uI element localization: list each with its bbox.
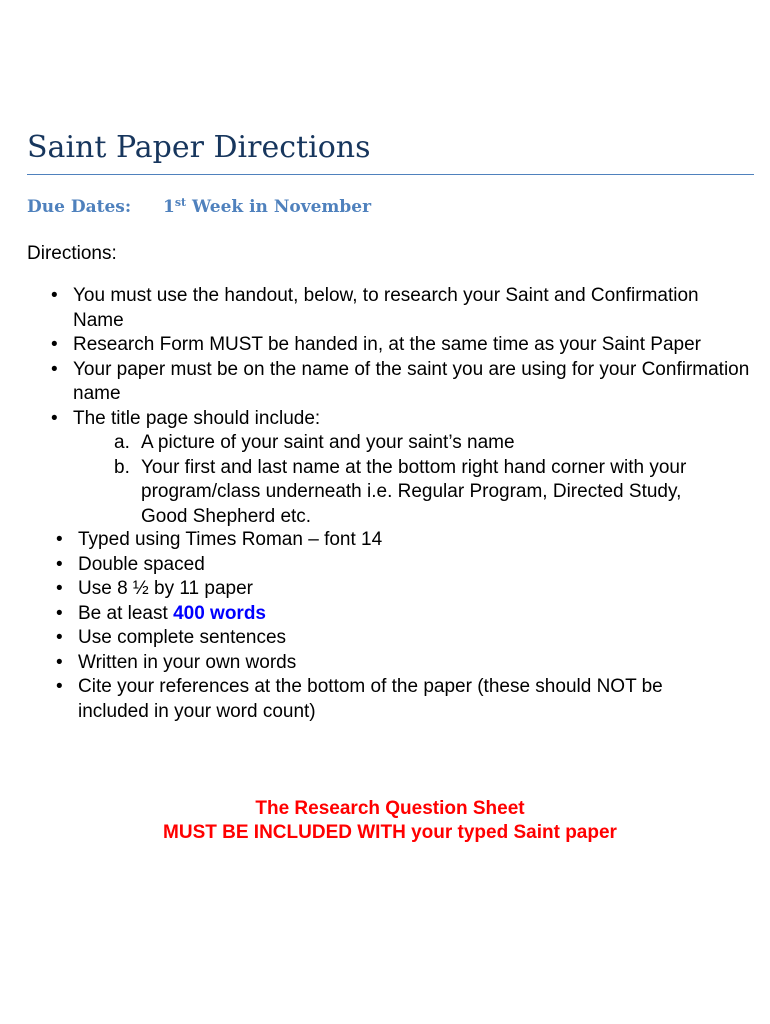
directions-label: Directions:	[27, 243, 117, 264]
title-page-sublist	[114, 431, 714, 529]
bullet-icon: •	[56, 627, 63, 648]
footer-notice	[0, 797, 770, 845]
bullet-icon: •	[51, 407, 58, 429]
sublist-item: a. A picture of your saint and your saint’s name	[114, 431, 714, 456]
word-count-highlight: 400 words	[173, 602, 266, 624]
list-item: • Written in your own words	[78, 651, 738, 676]
list-item: • Research Form MUST be handed in, at the same time as your Saint Paper	[73, 333, 753, 358]
bullet-icon: •	[56, 529, 63, 550]
bullet-icon: •	[56, 578, 63, 599]
footer-line-1: The Research Question Sheet	[255, 798, 525, 819]
sublist-marker: b.	[114, 456, 130, 478]
directions-list-top	[51, 284, 753, 529]
bullet-icon: •	[51, 285, 58, 306]
due-dates-label: Due Dates:	[27, 197, 132, 217]
list-item: • Double spaced	[78, 553, 738, 578]
directions-list-bottom	[56, 528, 738, 724]
sublist-marker: a.	[114, 432, 130, 453]
list-item: • Typed using Times Roman – font 14	[78, 528, 738, 553]
bullet-icon: •	[51, 334, 58, 355]
bullet-icon: •	[51, 358, 58, 380]
bullet-icon: •	[56, 553, 63, 575]
due-dates-value: 1st Week in November	[163, 196, 372, 217]
list-item: • Use 8 ½ by 11 paper	[78, 577, 738, 602]
footer-line-2: MUST BE INCLUDED WITH your typed Saint paper	[163, 822, 617, 843]
list-item: • Cite your references at the bottom of the paper (these should NOT be included in your word count)	[56, 676, 663, 722]
list-item: • You must use the handout, below, to research your Saint and Confirmation Name	[51, 285, 699, 331]
bullet-icon: •	[56, 602, 63, 624]
bullet-icon: •	[56, 676, 63, 697]
list-item: • Use complete sentences	[78, 626, 738, 651]
list-item: • The title page should include: a. A picture of your saint and your saint’s name b. Your first and last name at the bottom right hand corner with your program/class underneath i.e. Regular Program, Directed Study, Good Shepherd etc.	[73, 407, 753, 530]
list-item: • Your paper must be on the name of the saint you are using for your Confirmation name	[51, 358, 750, 404]
sublist-item: b. Your first and last name at the bottom right hand corner with your program/class underneath i.e. Regular Program, Directed Study, Good Shepherd etc.	[114, 456, 687, 527]
bullet-icon: •	[56, 651, 63, 673]
page-title: Saint Paper Directions	[27, 130, 371, 165]
title-underline	[27, 174, 754, 175]
list-item: • Be at least 400 words	[78, 602, 738, 627]
